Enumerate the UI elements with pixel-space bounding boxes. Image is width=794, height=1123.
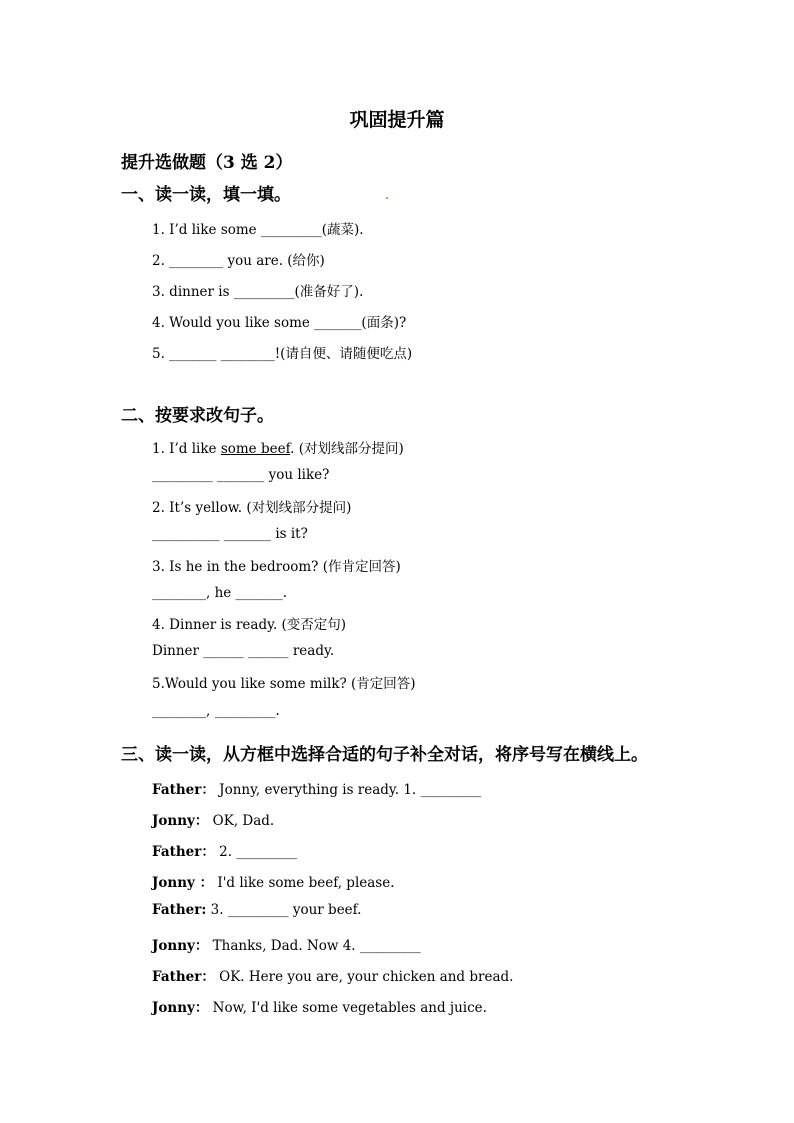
utterance: Thanks, Dad. Now 4. _________ [212, 938, 421, 954]
section3-heading: 三、读一读，从方框中选择合适的句子补全对话，将序号写在横线上。 [121, 745, 648, 765]
section2-line: _________ _______ you like? [152, 467, 330, 483]
section1-heading: 一、读一读，填一填。 [121, 185, 291, 205]
dialogue-line [152, 840, 297, 860]
utterance: 3. _________ your beef. [210, 902, 362, 918]
section2-question-1 [152, 437, 404, 457]
section1-item: 3. dinner is _________(准备好了). [152, 284, 364, 300]
section2-line: 5.Would you like some milk? (肯定回答) [152, 676, 416, 692]
section2-line: ________, he _______. [152, 585, 288, 601]
utterance: Jonny, everything is ready. 1. _________ [219, 782, 482, 798]
speaker: Jonny： [152, 813, 209, 829]
utterance: I'd like some beef, please. [217, 875, 395, 891]
section1-item: 1. I’d like some _________(蔬菜). [152, 222, 364, 238]
section2-heading: 二、按要求改句子。 [121, 406, 274, 426]
underlined-phrase: some beef [220, 441, 291, 457]
dialogue-line [152, 934, 421, 954]
section2-line: __________ _______ is it? [152, 526, 308, 542]
stray-mark [386, 197, 388, 199]
section1-item: 4. Would you like some _______(面条)? [152, 315, 407, 331]
dialogue-line [152, 871, 395, 891]
subtitle: 提升选做题（3 选 2） [121, 153, 293, 173]
speaker: Jonny： [152, 938, 209, 954]
section2-line: 3. Is he in the bedroom? (作肯定回答) [152, 559, 401, 575]
dialogue-line [152, 809, 274, 829]
utterance: OK. Here you are, your chicken and bread. [219, 969, 514, 985]
section2-line: 2. It’s yellow. (对划线部分提问) [152, 500, 352, 516]
page-title: 巩固提升篇 [349, 109, 445, 131]
dialogue-line [152, 902, 361, 918]
dialogue-line [152, 965, 513, 985]
section1-item: 5. _______ ________!(请自便、请随便吃点) [152, 346, 413, 362]
question-instruction: . (对划线部分提问) [290, 441, 404, 457]
section2-line: ________, _________. [152, 703, 280, 719]
section1-item: 2. ________ you are. (给你) [152, 253, 325, 269]
speaker: Father： [152, 782, 215, 798]
speaker: Father: [152, 902, 207, 918]
utterance: 2. _________ [219, 844, 298, 860]
utterance: OK, Dad. [212, 813, 275, 829]
dialogue-line [152, 778, 481, 798]
speaker: Jonny ： [152, 875, 214, 891]
utterance: Now, I'd like some vegetables and juice. [212, 1000, 487, 1016]
section2-line: Dinner ______ ______ ready. [152, 643, 335, 659]
speaker: Jonny： [152, 1000, 209, 1016]
section2-line: 4. Dinner is ready. (变否定句) [152, 617, 347, 633]
speaker: Father： [152, 969, 215, 985]
question-text: 1. I’d like [152, 441, 221, 457]
dialogue-line [152, 996, 487, 1016]
speaker: Father： [152, 844, 215, 860]
